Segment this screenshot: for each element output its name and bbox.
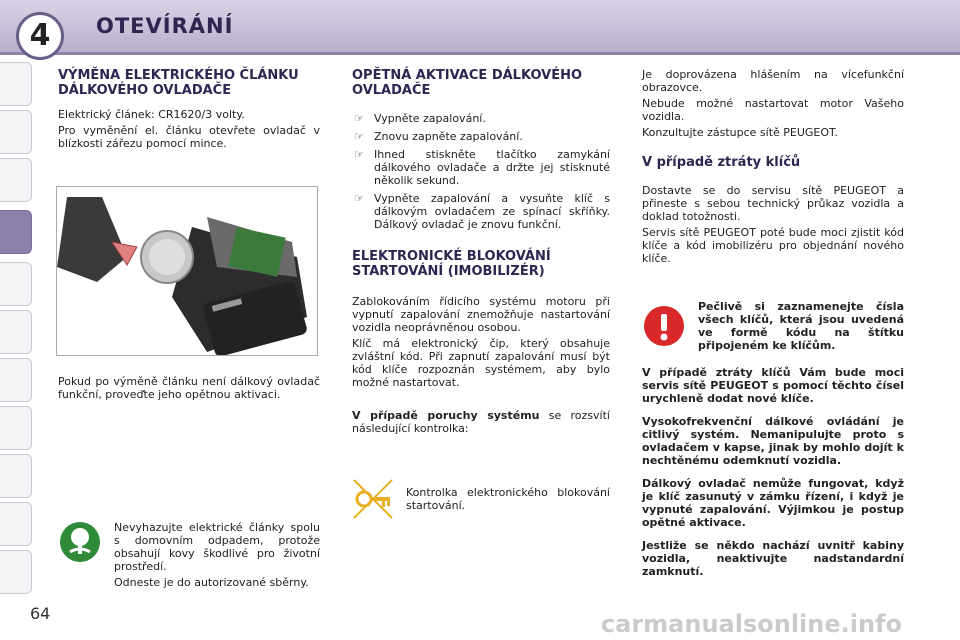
section-heading-battery: VÝMĚNA ELEKTRICKÉHO ČLÁNKU DÁLKOVÉHO OVLADAČE [58,68,299,98]
reactivation-steps [352,112,610,231]
side-tabs [0,62,34,622]
column-left-lower [58,375,320,404]
fault-text: V případě poruchy systému se rozsvítí následující kontrolka: [352,409,610,435]
list-item: ☞ Vypněte zapalování. [354,112,486,125]
side-tab[interactable] [0,158,32,202]
column-right [642,68,904,268]
battery-type: Elektrický článek: CR1620/3 volty. [58,108,245,121]
pointing-hand-icon: ☞ [354,112,364,125]
pointing-hand-icon: ☞ [354,192,364,205]
right-text-3: Konzultujte zástupce sítě PEUGEOT. [642,126,838,139]
page-number: 64 [30,604,51,623]
side-tab-active[interactable] [0,210,32,254]
header-divider [0,52,960,55]
side-tab[interactable] [0,406,32,450]
right-text-1: Je doprovázena hlášením na vícefunkční obrazovce. [642,68,904,94]
side-tab[interactable] [0,310,32,354]
environment-note [114,521,320,592]
battery-instructions: Pro vyměnění el. článku otevřete ovladač v blízkosti zářezu pomocí mince. [58,124,320,150]
list-item: ☞ Znovu zapněte zapalování. [354,130,523,143]
side-tab[interactable] [0,62,32,106]
right-text-2: Nebude možné nastartovat motor Vašeho vozidla. [642,97,904,123]
note-ignition: Dálkový ovladač nemůže fungovat, když je klíč zasunutý v zámku řízení, i když je vypnuté zapalování. Výjimkou je postup opětné aktivace. [642,477,904,529]
warning-note [698,300,904,362]
immobilizer-text-2: Klíč má elektronický čip, který obsahuje zvláštní kód. Při zapnutí zapalování musí být kód klíče rozpoznán systémem, aby bylo možné nastartovat. [352,337,610,389]
section-heading-reactivation: OPĚTNÁ AKTIVACE DÁLKOVÉHO OVLADAČE [352,68,583,98]
section-heading-immobilizer: ELEKTRONICKÉ BLOKOVÁNÍ STARTOVÁNÍ (IMOBILIZÉR) [352,249,551,279]
section-heading-lost-keys: V případě ztráty klíčů [642,155,801,170]
side-tab[interactable] [0,358,32,402]
chapter-title: OTEVÍRÁNÍ [96,14,234,38]
reactivation-note: Pokud po výměně článku není dálkový ovladač funkční, proveďte jeho opětnou aktivaci. [58,375,320,401]
note-deadlock: Jestliže se někdo nachází uvnitř kabiny vozidla, neaktivujte nadstandardní zamknutí. [642,539,904,578]
environment-text-1: Nevyhazujte elektrické články spolu s domovním odpadem, protože obsahují kovy škodlivé pro životní prostředí. [114,521,320,573]
exclamation-icon [644,306,684,346]
side-tab[interactable] [0,110,32,154]
pointing-hand-icon: ☞ [354,130,364,143]
list-item: ☞ Vypněte zapalování a vysuňte klíč s dálkovým ovladačem ze spínací skříňky. Dálkový ovladač je znovu funkční. [354,192,610,231]
lost-keys-text-2: Servis sítě PEUGEOT poté bude moci zjistit kód klíče a kód imobilizéru pro objednání nového klíče. [642,226,904,265]
notes-block [642,366,904,588]
immobilizer-text-1: Zablokováním řídicího systému motoru při vypnutí zapalování znemožňuje nastartování vozidla neoprávněnou osobou. [352,295,610,334]
column-left [58,68,320,153]
side-tab[interactable] [0,262,32,306]
lamp-description [406,486,610,515]
side-tab[interactable] [0,502,32,546]
key-battery-photo [56,186,318,356]
note-lost-keys: V případě ztráty klíčů Vám bude moci servis sítě PEUGEOT s pomocí těchto čísel urychleně dodat nové klíče. [642,366,904,405]
side-tab[interactable] [0,550,32,594]
recycle-tree-icon [60,522,100,562]
key-warning-lamp-icon [350,476,396,522]
chapter-number: 4 [16,12,64,60]
side-tab[interactable] [0,454,32,498]
column-middle [352,68,610,438]
lost-keys-text-1: Dostavte se do servisu sítě PEUGEOT a přineste s sebou technický průkaz vozidla a doklad totožnosti. [642,184,904,223]
note-hf-remote: Vysokofrekvenční dálkové ovládání je citlivý systém. Nemanipulujte proto s ovladačem v kapse, jinak by mohlo dojít k nechtěnému odemknutí vozidla. [642,415,904,467]
warning-text: Pečlivě si zaznamenejte čísla všech klíčů, která jsou uvedená ve formě kódu na štítku připojeném ke klíčům. [698,300,904,352]
pointing-hand-icon: ☞ [354,148,364,161]
environment-text-2: Odneste je do autorizované sběrny. [114,576,309,589]
list-item: ☞ Ihned stiskněte tlačítko zamykání dálkového ovladače a držte jej stisknuté několik sekund. [354,148,610,187]
lamp-text: Kontrolka elektronického blokování startování. [406,486,610,512]
watermark: carmanualsonline.info [600,610,902,638]
